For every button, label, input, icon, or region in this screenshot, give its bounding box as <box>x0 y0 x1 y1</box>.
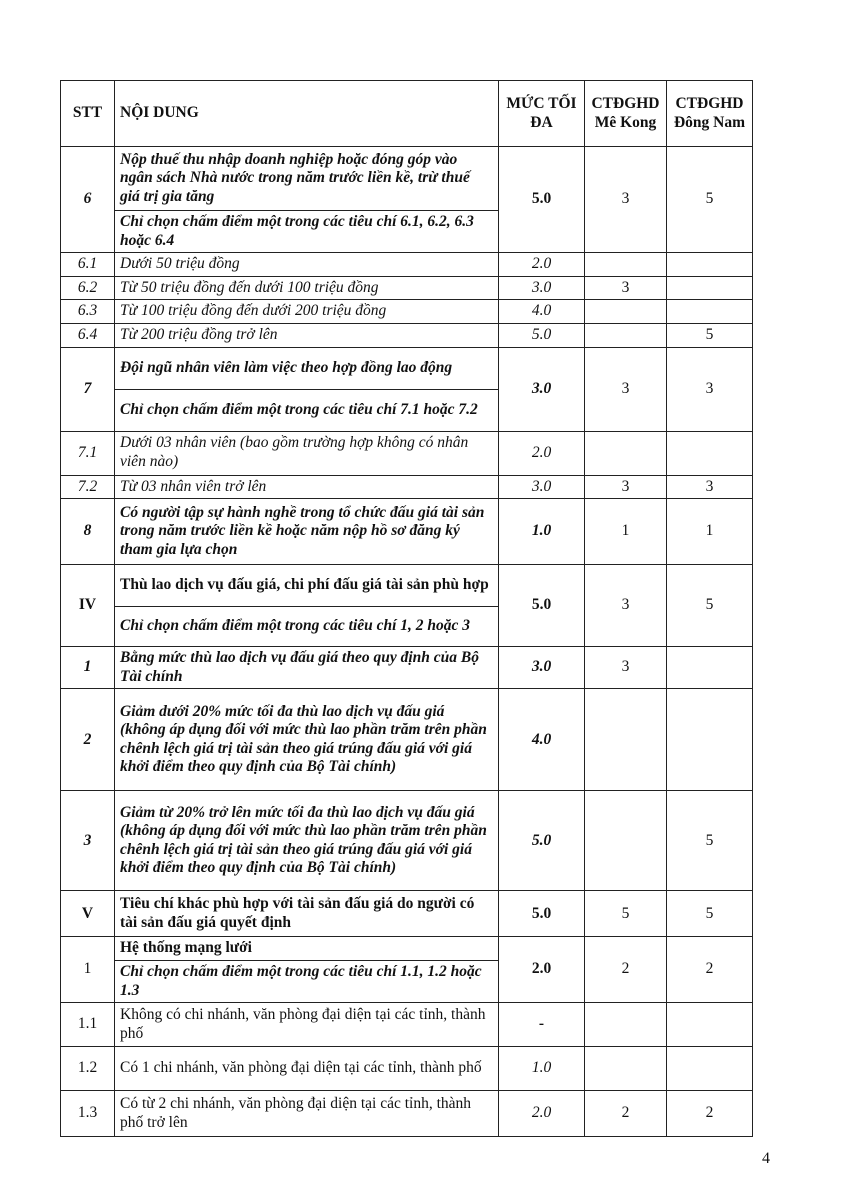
table-row: Chỉ chọn chấm điểm một trong các tiêu chí 1, 2 hoặc 3 <box>61 607 753 647</box>
header-max: MỨC TỐI ĐA <box>499 81 585 147</box>
table-row: 1 Hệ thống mạng lưới 2.0 2 2 <box>61 937 753 961</box>
table-row: Chỉ chọn chấm điểm một trong các tiêu chí 1.1, 1.2 hoặc 1.3 <box>61 960 753 1002</box>
table-row: 7 Đội ngũ nhân viên làm việc theo hợp đồng lao động 3.0 3 3 <box>61 347 753 389</box>
table-row: Chỉ chọn chấm điểm một trong các tiêu chí 7.1 hoặc 7.2 <box>61 389 753 431</box>
header-mekong: CTĐGHD Mê Kong <box>585 81 667 147</box>
table-row: 2 Giảm dưới 20% mức tối đa thù lao dịch vụ đấu giá (không áp dụng đối với mức thù lao phần trăm trên phần chênh lệch giá trị tài sản theo giá trúng đấu giá với giá khởi điểm theo quy định của Bộ Tài chính) 4.0 <box>61 689 753 791</box>
table-row: 7.2 Từ 03 nhân viên trở lên 3.0 3 3 <box>61 475 753 499</box>
header-stt: STT <box>61 81 115 147</box>
table-row: 8 Có người tập sự hành nghề trong tổ chức đấu giá tài sản trong năm trước liền kề hoặc năm nộp hồ sơ đăng ký tham gia lựa chọn 1.0 1 1 <box>61 499 753 565</box>
table-row: 6.1 Dưới 50 triệu đồng 2.0 <box>61 253 753 277</box>
scoring-table <box>60 80 753 1137</box>
table-row: Chỉ chọn chấm điểm một trong các tiêu chí 6.1, 6.2, 6.3 hoặc 6.4 <box>61 211 753 253</box>
header-content: NỘI DUNG <box>115 81 499 147</box>
table-row: 3 Giảm từ 20% trở lên mức tối đa thù lao dịch vụ đấu giá (không áp dụng đối với mức thù lao phần trăm trên phần chênh lệch giá trị tài sản theo giá trúng đấu giá với giá khởi điểm theo quy định của Bộ Tài chính) 5.0 5 <box>61 791 753 891</box>
table-row: V Tiêu chí khác phù hợp với tài sản đấu giá do người có tài sản đấu giá quyết định 5.0 5 5 <box>61 891 753 937</box>
table-row: IV Thù lao dịch vụ đấu giá, chi phí đấu giá tài sản phù hợp 5.0 3 5 <box>61 565 753 607</box>
table-row: 6 Nộp thuế thu nhập doanh nghiệp hoặc đóng góp vào ngân sách Nhà nước trong năm trước liền kề, trừ thuế giá trị gia tăng 5.0 3 5 <box>61 147 753 211</box>
table-row: 7.1 Dưới 03 nhân viên (bao gồm trường hợp không có nhân viên nào) 2.0 <box>61 431 753 475</box>
page-number: 4 <box>762 1150 770 1167</box>
table-row: 1 Bằng mức thù lao dịch vụ đấu giá theo quy định của Bộ Tài chính 3.0 3 <box>61 647 753 689</box>
table-row: 1.2 Có 1 chi nhánh, văn phòng đại diện tại các tỉnh, thành phố 1.0 <box>61 1047 753 1091</box>
header-dongnam: CTĐGHD Đông Nam <box>667 81 753 147</box>
table-row: 6.3 Từ 100 triệu đồng đến dưới 200 triệu đồng 4.0 <box>61 300 753 324</box>
table-header-row <box>61 81 753 147</box>
table-row: 1.3 Có từ 2 chi nhánh, văn phòng đại diện tại các tỉnh, thành phố trở lên 2.0 2 2 <box>61 1091 753 1137</box>
table-row: 1.1 Không có chi nhánh, văn phòng đại diện tại các tỉnh, thành phố - <box>61 1003 753 1047</box>
table-row: 6.4 Từ 200 triệu đồng trở lên 5.0 5 <box>61 323 753 347</box>
table-row: 6.2 Từ 50 triệu đồng đến dưới 100 triệu đồng 3.0 3 <box>61 276 753 300</box>
